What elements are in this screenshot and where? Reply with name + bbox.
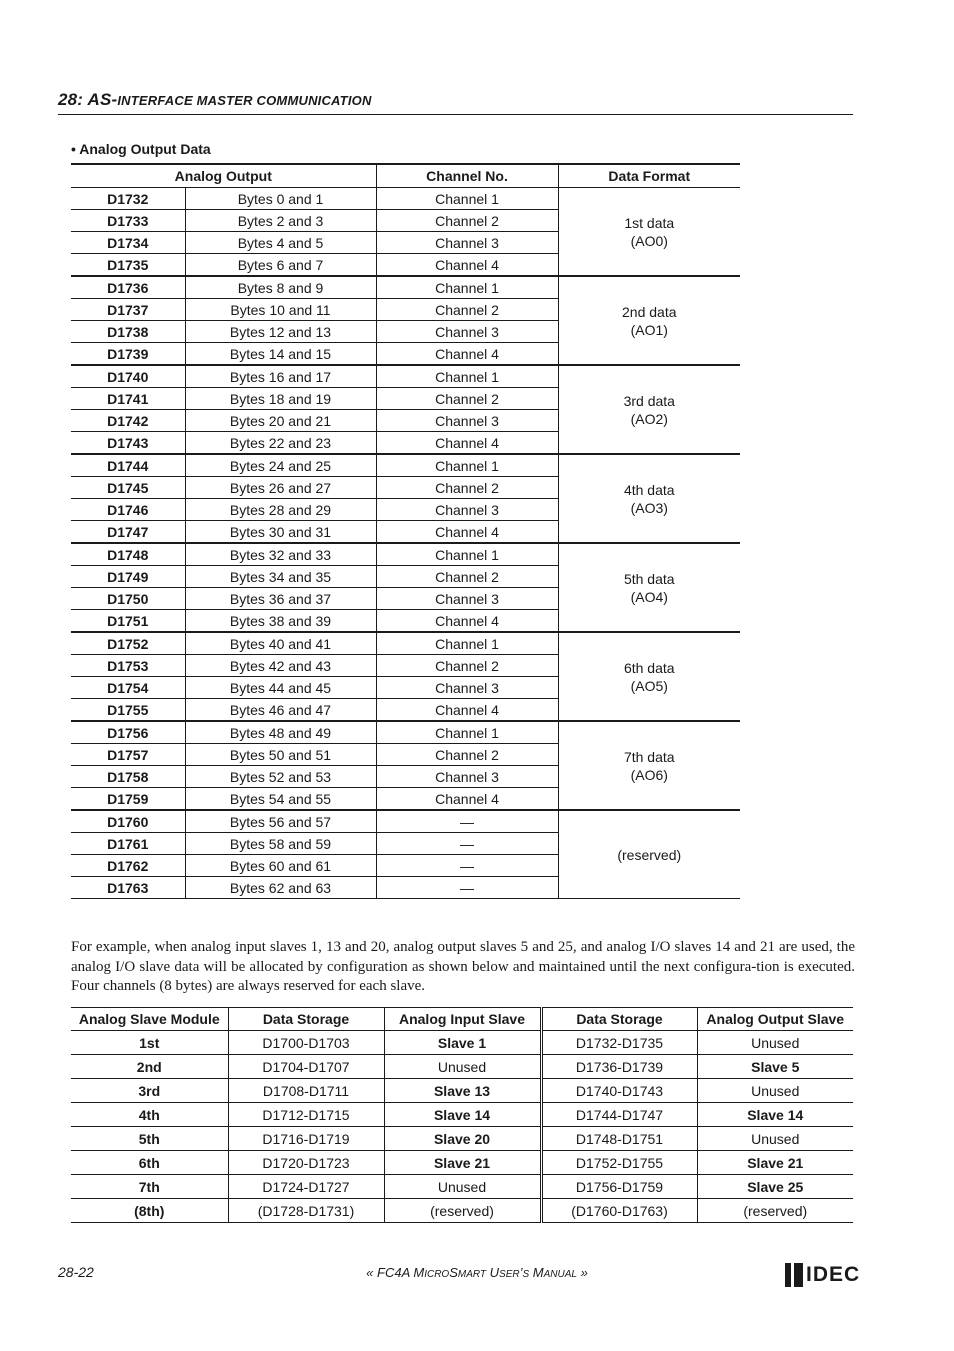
input-slave-cell: Slave 14	[384, 1103, 541, 1127]
table-row	[71, 1127, 853, 1151]
input-storage-cell: D1720-D1723	[228, 1151, 384, 1175]
bytes-cell: Bytes 4 and 5	[185, 232, 376, 254]
register-cell: D1739	[71, 343, 185, 366]
channel-cell: Channel 1	[376, 276, 558, 299]
bytes-cell: Bytes 56 and 57	[185, 810, 376, 833]
register-cell: D1743	[71, 432, 185, 455]
manual-title-part: SER	[499, 1269, 520, 1280]
channel-cell: Channel 4	[376, 788, 558, 811]
channel-cell: Channel 4	[376, 610, 558, 633]
channel-cell: Channel 4	[376, 254, 558, 277]
header-data-storage-in: Data Storage	[228, 1008, 384, 1031]
channel-cell: Channel 1	[376, 188, 558, 210]
bytes-cell: Bytes 34 and 35	[185, 566, 376, 588]
register-cell: D1745	[71, 477, 185, 499]
channel-cell: Channel 3	[376, 410, 558, 432]
manual-title-part: ANUAL	[543, 1269, 577, 1280]
register-cell: D1763	[71, 877, 185, 899]
input-slave-cell: Unused	[384, 1175, 541, 1199]
register-cell: D1738	[71, 321, 185, 343]
register-cell: D1747	[71, 521, 185, 544]
bytes-cell: Bytes 10 and 11	[185, 299, 376, 321]
manual-title-part: ICRO	[424, 1269, 450, 1280]
table-row	[71, 1199, 853, 1223]
idec-logo	[785, 1262, 860, 1288]
register-cell: D1761	[71, 833, 185, 855]
data-format-label: 2nd data	[622, 303, 677, 320]
manual-title-part: S	[449, 1265, 458, 1280]
bytes-cell: Bytes 36 and 37	[185, 588, 376, 610]
data-format-id: (AO2)	[630, 410, 668, 427]
manual-title-part: S	[522, 1269, 530, 1280]
bytes-cell: Bytes 54 and 55	[185, 788, 376, 811]
data-format-id: (AO5)	[630, 677, 668, 694]
output-slave-cell: Unused	[697, 1079, 853, 1103]
title-rule	[58, 114, 853, 115]
manual-title-part: MART	[457, 1269, 487, 1280]
register-cell: D1736	[71, 276, 185, 299]
slave-allocation-table-body	[71, 1031, 853, 1223]
module-cell: 3rd	[71, 1079, 228, 1103]
register-cell: D1740	[71, 365, 185, 388]
bytes-cell: Bytes 0 and 1	[185, 188, 376, 210]
channel-cell: Channel 3	[376, 766, 558, 788]
section-heading: • Analog Output Data	[71, 141, 211, 157]
data-format-id: (AO3)	[630, 499, 668, 516]
bytes-cell: Bytes 44 and 45	[185, 677, 376, 699]
register-cell: D1755	[71, 699, 185, 722]
register-cell: D1741	[71, 388, 185, 410]
input-slave-cell: Slave 21	[384, 1151, 541, 1175]
channel-cell: Channel 1	[376, 632, 558, 655]
bytes-cell: Bytes 60 and 61	[185, 855, 376, 877]
module-cell: 1st	[71, 1031, 228, 1055]
data-format-cell	[558, 721, 740, 810]
register-cell: D1759	[71, 788, 185, 811]
register-cell: D1737	[71, 299, 185, 321]
data-format-cell	[558, 365, 740, 454]
register-cell: D1762	[71, 855, 185, 877]
table-row	[71, 721, 740, 744]
input-slave-cell: Slave 1	[384, 1031, 541, 1055]
module-cell: 5th	[71, 1127, 228, 1151]
bytes-cell: Bytes 58 and 59	[185, 833, 376, 855]
analog-output-table-body	[71, 188, 740, 899]
channel-cell: Channel 3	[376, 588, 558, 610]
slave-allocation-table	[71, 1007, 853, 1223]
register-cell: D1750	[71, 588, 185, 610]
channel-cell: Channel 2	[376, 744, 558, 766]
bytes-cell: Bytes 48 and 49	[185, 721, 376, 744]
module-cell: (8th)	[71, 1199, 228, 1223]
bytes-cell: Bytes 24 and 25	[185, 454, 376, 477]
data-format-label: 6th data	[623, 659, 675, 676]
channel-cell: Channel 4	[376, 699, 558, 722]
output-slave-cell: Slave 25	[697, 1175, 853, 1199]
channel-cell: Channel 1	[376, 454, 558, 477]
channel-cell: —	[376, 810, 558, 833]
data-format-cell	[558, 276, 740, 365]
input-storage-cell: D1724-D1727	[228, 1175, 384, 1199]
register-cell: D1756	[71, 721, 185, 744]
input-storage-cell: D1708-D1711	[228, 1079, 384, 1103]
data-format-label: 5th data	[623, 570, 675, 587]
channel-cell: Channel 4	[376, 432, 558, 455]
register-cell: D1754	[71, 677, 185, 699]
channel-cell: Channel 2	[376, 299, 558, 321]
bytes-cell: Bytes 18 and 19	[185, 388, 376, 410]
output-storage-cell: D1752-D1755	[541, 1151, 697, 1175]
manual-title-part: ’	[519, 1265, 523, 1280]
output-storage-cell: D1736-D1739	[541, 1055, 697, 1079]
bytes-cell: Bytes 32 and 33	[185, 543, 376, 566]
manual-title-part: »	[576, 1265, 588, 1280]
input-slave-cell: Slave 13	[384, 1079, 541, 1103]
data-format-id: (AO0)	[630, 232, 668, 249]
data-format-label: 4th data	[623, 481, 675, 498]
table-row	[71, 454, 740, 477]
header-analog-input-slave: Analog Input Slave	[384, 1008, 541, 1031]
bytes-cell: Bytes 46 and 47	[185, 699, 376, 722]
manual-title-part: « FC4A M	[366, 1265, 425, 1280]
data-format-cell	[558, 810, 740, 899]
table-row	[71, 1103, 853, 1127]
output-storage-cell: D1732-D1735	[541, 1031, 697, 1055]
channel-cell: —	[376, 833, 558, 855]
header-data-format: Data Format	[558, 164, 740, 188]
register-cell: D1733	[71, 210, 185, 232]
bytes-cell: Bytes 16 and 17	[185, 365, 376, 388]
register-cell: D1744	[71, 454, 185, 477]
output-slave-cell: Unused	[697, 1127, 853, 1151]
bytes-cell: Bytes 28 and 29	[185, 499, 376, 521]
table-row	[71, 188, 740, 210]
input-slave-cell: Unused	[384, 1055, 541, 1079]
data-format-cell	[558, 454, 740, 543]
header-data-storage-out: Data Storage	[541, 1008, 697, 1031]
input-storage-cell: D1700-D1703	[228, 1031, 384, 1055]
channel-cell: Channel 1	[376, 721, 558, 744]
table-row	[71, 1151, 853, 1175]
data-format-id: (AO1)	[630, 321, 668, 338]
register-cell: D1752	[71, 632, 185, 655]
data-format-label: 7th data	[623, 748, 675, 765]
output-storage-cell: D1748-D1751	[541, 1127, 697, 1151]
output-slave-cell: Slave 14	[697, 1103, 853, 1127]
register-cell: D1734	[71, 232, 185, 254]
input-storage-cell: D1712-D1715	[228, 1103, 384, 1127]
register-cell: D1732	[71, 188, 185, 210]
table-header-row	[71, 1008, 853, 1031]
channel-cell: Channel 2	[376, 566, 558, 588]
header-analog-slave-module: Analog Slave Module	[71, 1008, 228, 1031]
bytes-cell: Bytes 22 and 23	[185, 432, 376, 455]
input-storage-cell: D1704-D1707	[228, 1055, 384, 1079]
output-storage-cell: D1740-D1743	[541, 1079, 697, 1103]
example-paragraph: For example, when analog input slaves 1, 13 and 20, analog output slaves 5 and 25, and analog I/O slaves 14 and 21 are used, the analog I/O slave data will be allocated by configuration as shown below and maintained until the next configura-tion is executed. Four channels (8 bytes) are always reserved for each slave.	[71, 939, 855, 995]
channel-cell: Channel 1	[376, 543, 558, 566]
channel-cell: Channel 4	[376, 343, 558, 366]
output-storage-cell: D1756-D1759	[541, 1175, 697, 1199]
bytes-cell: Bytes 30 and 31	[185, 521, 376, 544]
header-analog-output: Analog Output	[71, 164, 376, 188]
bytes-cell: Bytes 52 and 53	[185, 766, 376, 788]
channel-cell: Channel 3	[376, 677, 558, 699]
register-cell: D1757	[71, 744, 185, 766]
bytes-cell: Bytes 40 and 41	[185, 632, 376, 655]
input-storage-cell: (D1728-D1731)	[228, 1199, 384, 1223]
output-storage-cell: (D1760-D1763)	[541, 1199, 697, 1223]
register-cell: D1746	[71, 499, 185, 521]
bytes-cell: Bytes 14 and 15	[185, 343, 376, 366]
module-cell: 4th	[71, 1103, 228, 1127]
bytes-cell: Bytes 42 and 43	[185, 655, 376, 677]
channel-cell: Channel 3	[376, 232, 558, 254]
manual-title-part: U	[486, 1265, 500, 1280]
table-row	[71, 1079, 853, 1103]
channel-cell: Channel 3	[376, 321, 558, 343]
bytes-cell: Bytes 50 and 51	[185, 744, 376, 766]
table-row	[71, 365, 740, 388]
register-cell: D1758	[71, 766, 185, 788]
chapter-title	[58, 90, 853, 110]
chapter-title-rest: INTERFACE MASTER COMMUNICATION	[117, 93, 372, 108]
channel-cell: Channel 3	[376, 499, 558, 521]
module-cell: 7th	[71, 1175, 228, 1199]
table-row	[71, 632, 740, 655]
output-storage-cell: D1744-D1747	[541, 1103, 697, 1127]
register-cell: D1760	[71, 810, 185, 833]
register-cell: D1748	[71, 543, 185, 566]
channel-cell: Channel 2	[376, 210, 558, 232]
channel-cell: Channel 4	[376, 521, 558, 544]
input-slave-cell: Slave 20	[384, 1127, 541, 1151]
table-header-row	[71, 164, 740, 188]
channel-cell: Channel 2	[376, 655, 558, 677]
manual-title-part: M	[529, 1265, 544, 1280]
bytes-cell: Bytes 62 and 63	[185, 877, 376, 899]
channel-cell: Channel 2	[376, 388, 558, 410]
data-format-label: 3rd data	[623, 392, 675, 409]
module-cell: 2nd	[71, 1055, 228, 1079]
channel-cell: —	[376, 877, 558, 899]
bytes-cell: Bytes 8 and 9	[185, 276, 376, 299]
channel-cell: Channel 2	[376, 477, 558, 499]
header-channel-no: Channel No.	[376, 164, 558, 188]
data-format-id: (AO6)	[630, 766, 668, 783]
page-number: 28-22	[58, 1264, 94, 1280]
bytes-cell: Bytes 38 and 39	[185, 610, 376, 633]
table-row	[71, 1031, 853, 1055]
data-format-cell	[558, 543, 740, 632]
data-format-cell	[558, 188, 740, 277]
input-storage-cell: D1716-D1719	[228, 1127, 384, 1151]
chapter-title-prefix: 28: AS-	[58, 90, 118, 109]
register-cell: D1751	[71, 610, 185, 633]
channel-cell: Channel 1	[376, 365, 558, 388]
output-slave-cell: Unused	[697, 1031, 853, 1055]
register-cell: D1742	[71, 410, 185, 432]
register-cell: D1735	[71, 254, 185, 277]
register-cell: D1749	[71, 566, 185, 588]
output-slave-cell: Slave 5	[697, 1055, 853, 1079]
bytes-cell: Bytes 2 and 3	[185, 210, 376, 232]
data-format-label: (reserved)	[617, 846, 682, 863]
data-format-id: (AO4)	[630, 588, 668, 605]
header-analog-output-slave: Analog Output Slave	[697, 1008, 853, 1031]
analog-output-table	[71, 163, 740, 899]
bytes-cell: Bytes 20 and 21	[185, 410, 376, 432]
module-cell: 6th	[71, 1151, 228, 1175]
data-format-label: 1st data	[624, 214, 675, 231]
table-row	[71, 810, 740, 833]
idec-logo-mark-icon	[785, 1263, 803, 1287]
bytes-cell: Bytes 6 and 7	[185, 254, 376, 277]
idec-logo-text: IDEC	[806, 1263, 861, 1286]
table-row	[71, 1055, 853, 1079]
bytes-cell: Bytes 26 and 27	[185, 477, 376, 499]
data-format-cell	[558, 632, 740, 721]
output-slave-cell: Slave 21	[697, 1151, 853, 1175]
bytes-cell: Bytes 12 and 13	[185, 321, 376, 343]
output-slave-cell: (reserved)	[697, 1199, 853, 1223]
channel-cell: —	[376, 855, 558, 877]
table-row	[71, 276, 740, 299]
input-slave-cell: (reserved)	[384, 1199, 541, 1223]
register-cell: D1753	[71, 655, 185, 677]
table-row	[71, 543, 740, 566]
table-row	[71, 1175, 853, 1199]
